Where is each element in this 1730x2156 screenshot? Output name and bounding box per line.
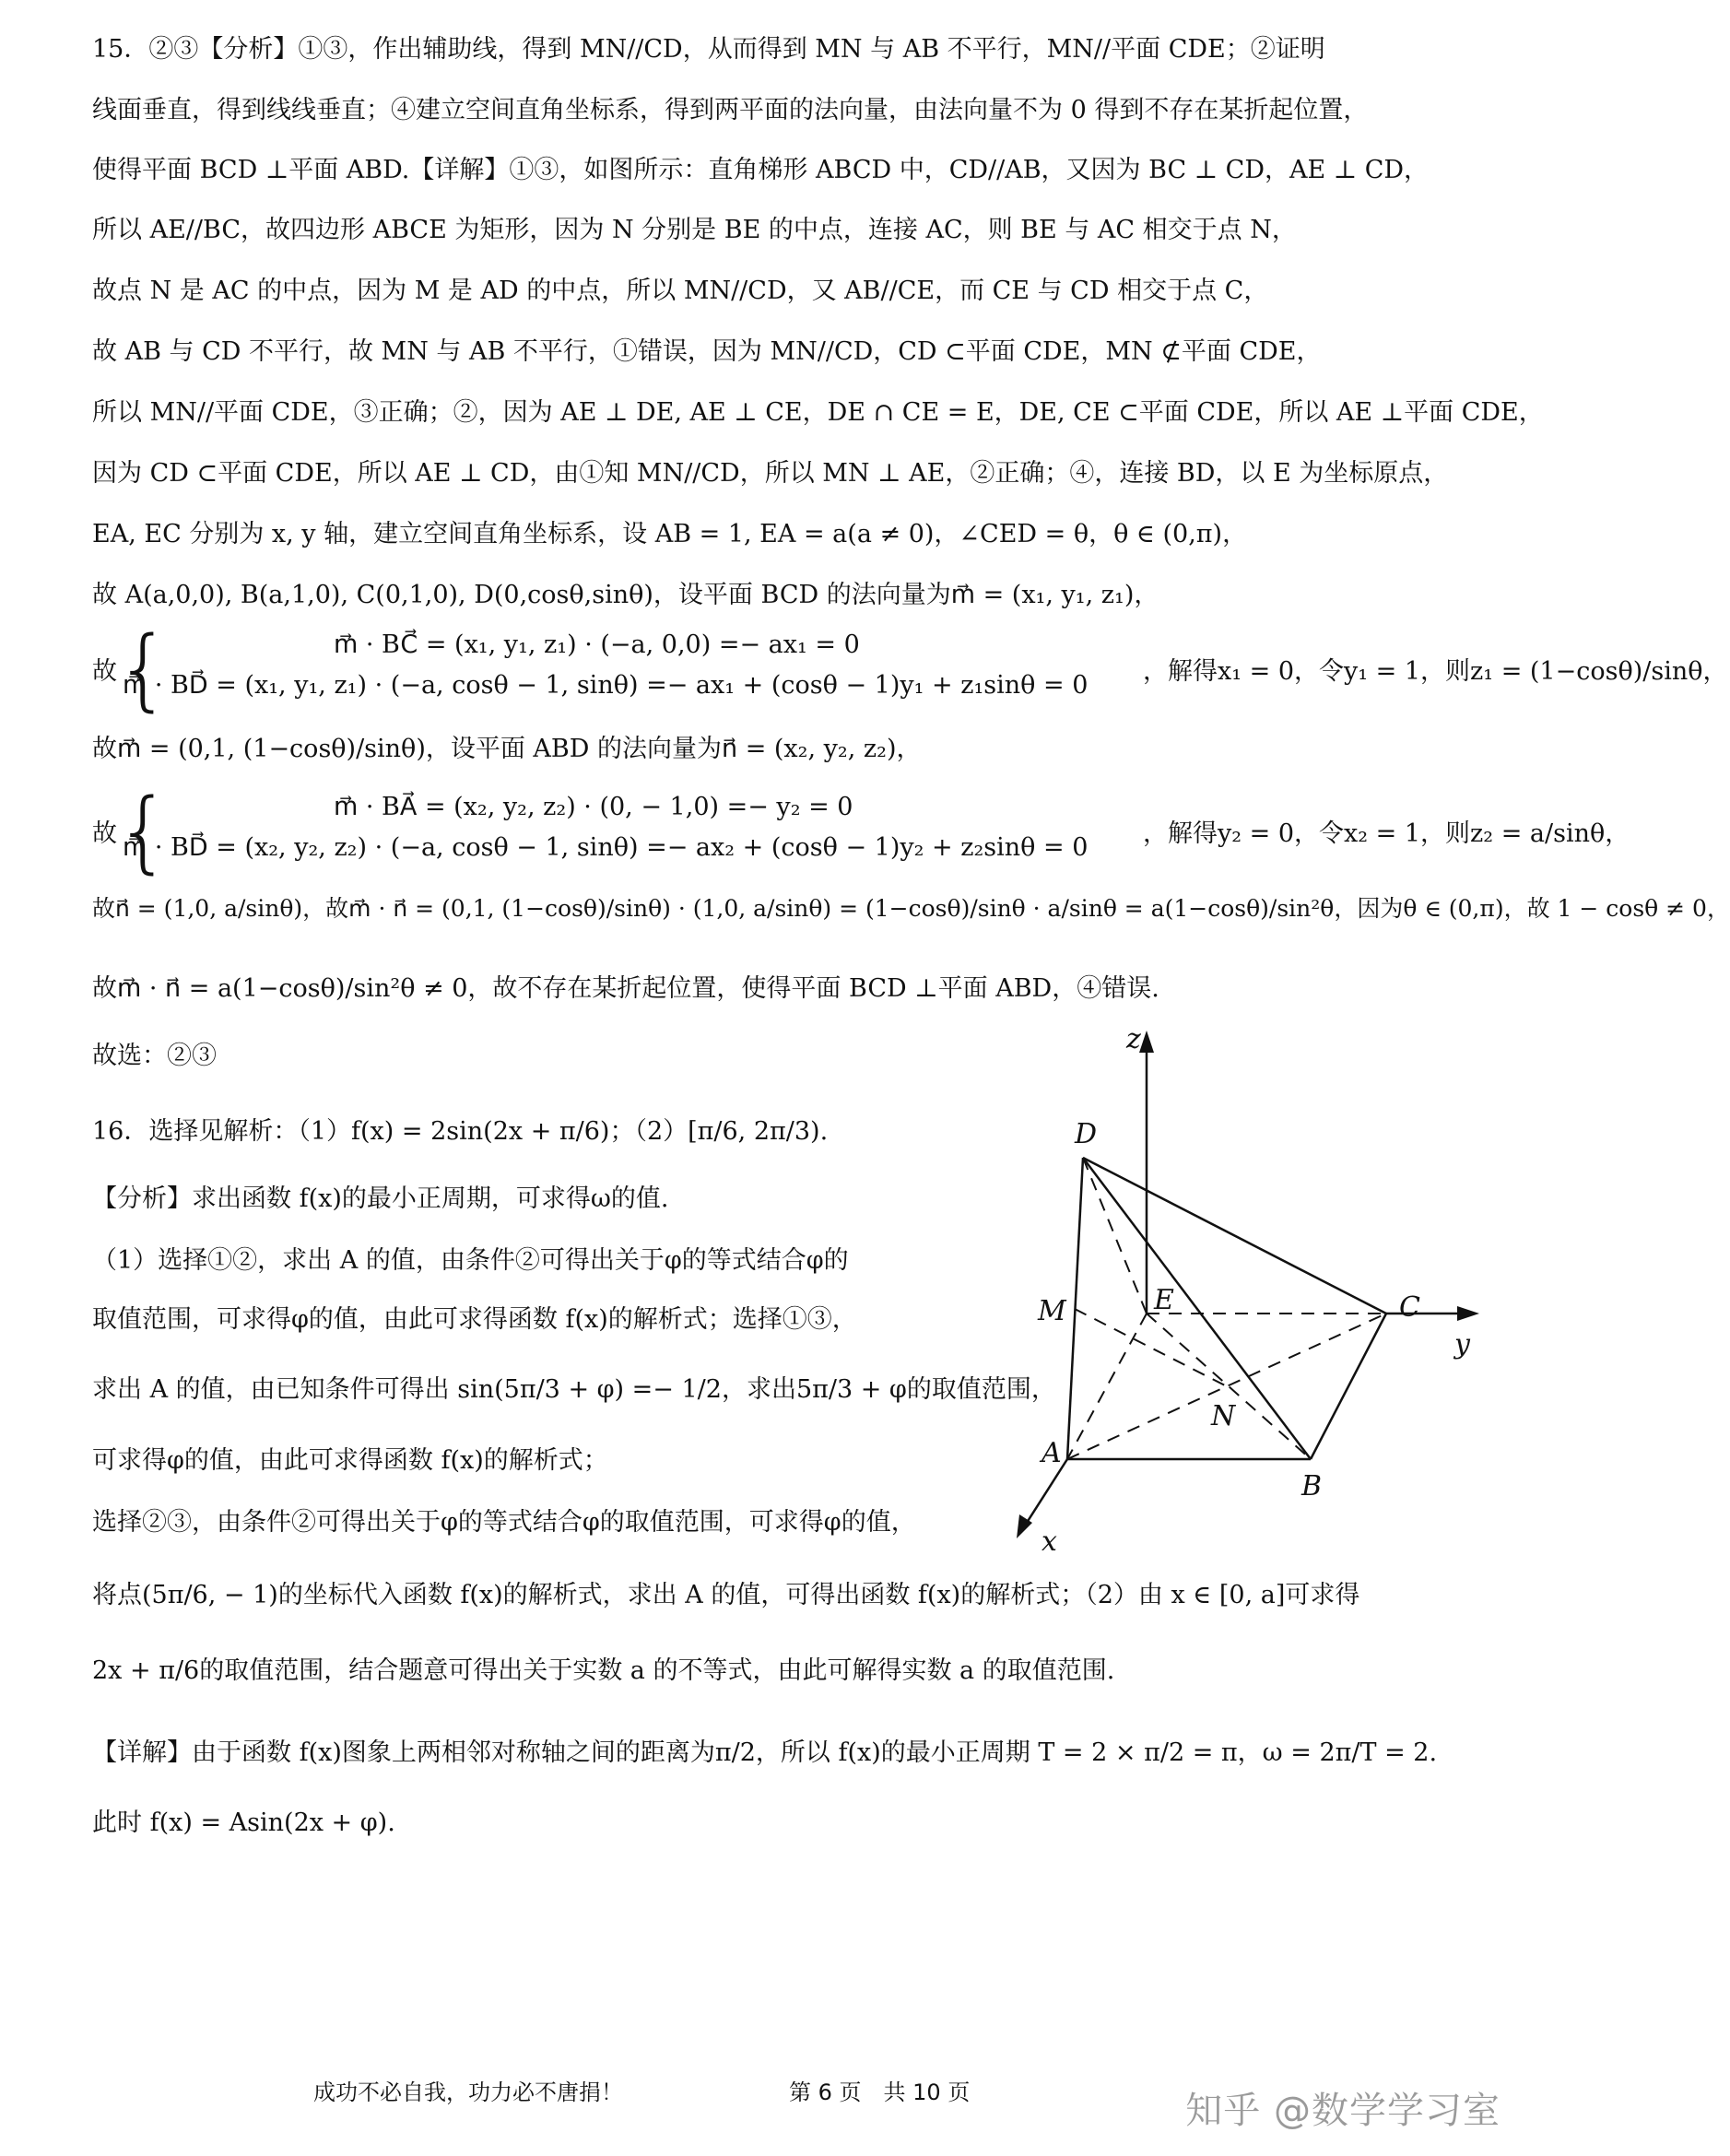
- page-number: 第 6 页 共 10 页: [789, 2079, 971, 2105]
- q16-line-10: 【详解】由于函数 f(x)图象上两相邻对称轴之间的距离为π/2，所以 f(x)的最小正周期 T = 2 × π/2 = π，ω = 2π/T = 2.: [92, 1738, 1438, 1767]
- edge-DC: [1083, 1158, 1386, 1314]
- q15-system-1: [92, 618, 1728, 721]
- q16-line-5: 求出 A 的值，由已知条件可得出 sin(5π/3 + φ) =− 1/2，求出5π/3 + φ的取值范围，: [92, 1375, 1056, 1404]
- left-brace-icon: {: [115, 618, 172, 721]
- q16-line-6: 可求得φ的值，由此可求得函数 f(x)的解析式；: [92, 1446, 608, 1475]
- q15-line-5: 故点 N 是 AC 的中点，因为 M 是 AD 的中点，所以 MN//CD，又 AB//CE，而 CE 与 CD 相交于点 C，: [92, 277, 1269, 305]
- q15-line-11: 故m⃗ = (0,1, (1−cosθ)/sinθ)，设平面 ABD 的法向量为n⃗ = (x₂, y₂, z₂)，: [92, 735, 922, 763]
- system-equation: m⃗ · BD⃗ = (x₂, y₂, z₂) · (−a, cosθ − 1, sinθ) =− ax₂ + (cosθ − 1)y₂ + z₂sinθ = 0: [123, 833, 1089, 862]
- q16-line-7: 选择②③，由条件②可得出关于φ的等式结合φ的取值范围，可求得φ的值，: [92, 1508, 916, 1537]
- label-A: A: [1042, 1437, 1062, 1469]
- system-prefix: 故: [92, 819, 117, 848]
- q15-system-2: [92, 780, 1630, 883]
- geometry-figure: [1005, 1014, 1502, 1567]
- edge-AC: [1067, 1314, 1386, 1459]
- system-result: ，解得y₂ = 0，令x₂ = 1，则z₂ = a/sinθ，: [1143, 819, 1630, 848]
- label-x: x: [1042, 1526, 1057, 1558]
- footer-motto: 成功不必自我，功力必不唐捐！: [313, 2079, 623, 2105]
- q16-line-3: （1）选择①②，求出 A 的值，由条件②可得出关于φ的等式结合φ的: [92, 1246, 849, 1275]
- label-M: M: [1038, 1295, 1066, 1327]
- q15-line-14: 故选：②③: [92, 1042, 217, 1070]
- q15-line-3: 使得平面 BCD ⊥平面 ABD.【详解】①③，如图所示：直角梯形 ABCD 中，CD//AB，又因为 BC ⊥ CD，AE ⊥ CD，: [92, 156, 1430, 184]
- watermark: 知乎 @数学学习室: [1185, 2090, 1501, 2132]
- q15-line-13: 故m⃗ · n⃗ = a(1−cosθ)/sin²θ ≠ 0，故不存在某折起位置，使得平面 BCD ⊥平面 ABD，④错误.: [92, 974, 1159, 1003]
- q15-line-6: 故 AB 与 CD 不平行，故 MN 与 AB 不平行，①错误，因为 MN//CD，CD ⊂平面 CDE，MN ⊄平面 CDE，: [92, 337, 1322, 366]
- label-D: D: [1075, 1118, 1098, 1150]
- q16-line-9: 2x + π/6的取值范围，结合题意可得出关于实数 a 的不等式，由此可解得实数 a 的取值范围.: [92, 1656, 1115, 1685]
- system-prefix: 故: [92, 657, 117, 686]
- q15-line-9: EA, EC 分别为 x, y 轴，建立空间直角坐标系，设 AB = 1, EA = a(a ≠ 0)，∠CED = θ，θ ∈ (0,π)，: [92, 520, 1248, 548]
- label-z: z: [1126, 1023, 1141, 1055]
- left-brace-icon: {: [115, 780, 172, 883]
- edge-DB: [1083, 1158, 1311, 1459]
- edge-EA: [1067, 1314, 1147, 1459]
- segment-MN: [1075, 1309, 1227, 1386]
- q15-line-2: 线面垂直，得到线线垂直；④建立空间直角坐标系，得到两平面的法向量，由法向量不为 0 得到不存在某折起位置，: [92, 96, 1369, 124]
- q16-line-4: 取值范围，可求得φ的值，由此可求得函数 f(x)的解析式；选择①③，: [92, 1305, 857, 1334]
- edge-DE: [1083, 1158, 1147, 1314]
- label-C: C: [1399, 1291, 1420, 1324]
- system-equation: m⃗ · BA⃗ = (x₂, y₂, z₂) · (0, − 1,0) =− y₂ = 0: [334, 793, 853, 821]
- q15-line-1: 15．②③【分析】①③，作出辅助线，得到 MN//CD，从而得到 MN 与 AB 不平行，MN//平面 CDE；②证明: [92, 35, 1325, 64]
- y-arrow-icon: [1457, 1306, 1479, 1321]
- system-equation: m⃗ · BD⃗ = (x₁, y₁, z₁) · (−a, cosθ − 1, sinθ) =− ax₁ + (cosθ − 1)y₁ + z₁sinθ = 0: [123, 671, 1089, 700]
- edge-BC: [1311, 1314, 1386, 1459]
- q16-line-11: 此时 f(x) = Asin(2x + φ).: [92, 1808, 395, 1837]
- label-E: E: [1154, 1284, 1174, 1316]
- q16-line-2: 【分析】求出函数 f(x)的最小正周期，可求得ω的值.: [92, 1184, 669, 1213]
- q16-line-1: 16．选择见解析：（1）f(x) = 2sin(2x + π/6)；（2）[π/6, 2π/3).: [92, 1117, 829, 1146]
- q15-line-8: 因为 CD ⊂平面 CDE，所以 AE ⊥ CD，由①知 MN//CD，所以 MN ⊥ AE，②正确；④，连接 BD，以 E 为坐标原点，: [92, 459, 1449, 488]
- system-equation: m⃗ · BC⃗ = (x₁, y₁, z₁) · (−a, 0,0) =− ax₁ = 0: [334, 630, 860, 659]
- z-arrow-icon: [1139, 1031, 1154, 1053]
- q15-line-12: 故n⃗ = (1,0, a/sinθ)，故m⃗ · n⃗ = (0,1, (1−cosθ)/sinθ) · (1,0, a/sinθ) = (1−cosθ)/sinθ · a/sinθ = a(1−cosθ)/sin²θ，因为θ ∈ (0,π)，故 1 − cosθ ≠ 0，: [92, 895, 1730, 922]
- label-B: B: [1301, 1470, 1323, 1502]
- label-N: N: [1211, 1400, 1236, 1432]
- system-result: ，解得x₁ = 0，令y₁ = 1，则z₁ = (1−cosθ)/sinθ，: [1143, 657, 1728, 686]
- q16-line-8: 将点(5π/6, − 1)的坐标代入函数 f(x)的解析式，求出 A 的值，可得出函数 f(x)的解析式；（2）由 x ∈ [0, a]可求得: [92, 1581, 1360, 1609]
- q15-line-10: 故 A(a,0,0), B(a,1,0), C(0,1,0), D(0,cosθ,sinθ)，设平面 BCD 的法向量为m⃗ = (x₁, y₁, z₁)，: [92, 581, 1159, 609]
- q15-line-7: 所以 MN//平面 CDE，③正确；②，因为 AE ⊥ DE, AE ⊥ CE，DE ∩ CE = E，DE, CE ⊂平面 CDE，所以 AE ⊥平面 CDE，: [92, 398, 1544, 427]
- label-y: y: [1454, 1328, 1470, 1361]
- q15-line-4: 所以 AE//BC，故四边形 ABCE 为矩形，因为 N 分别是 BE 的中点，连接 AC，则 BE 与 AC 相交于点 N，: [92, 216, 1297, 244]
